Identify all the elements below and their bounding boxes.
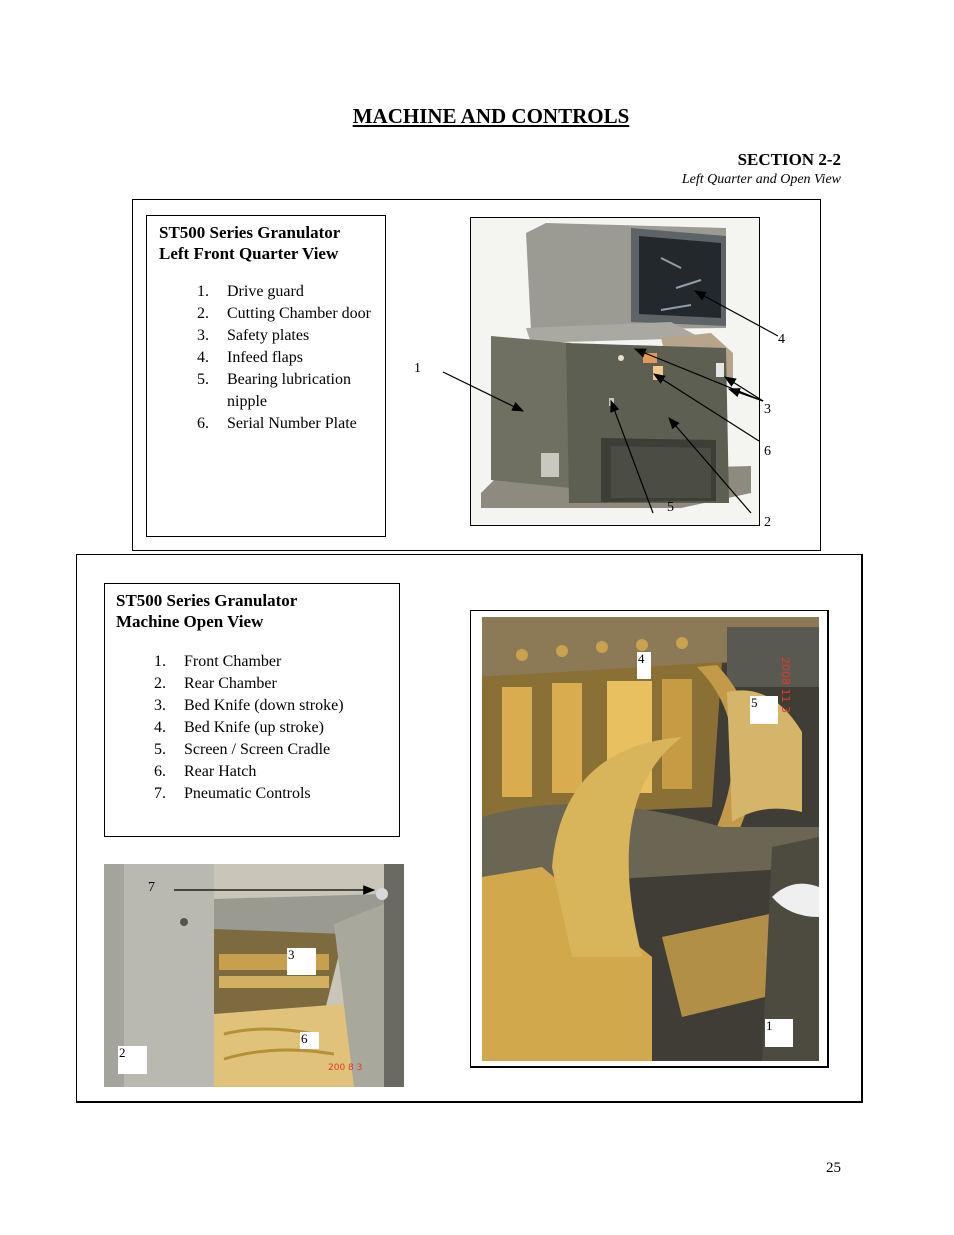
callout-1-tag: 1	[765, 1019, 793, 1047]
list-item: 2. Rear Chamber	[154, 675, 277, 692]
quarter-view-arrows	[133, 200, 822, 552]
open-view-heading-line1: ST500 Series Granulator	[116, 591, 298, 610]
open-chamber-photo	[470, 610, 829, 1068]
callout-5-tag: 5	[750, 696, 778, 724]
arrow-safety-plate-a	[635, 349, 763, 401]
list-item: 7. Pneumatic Controls	[154, 785, 311, 802]
arrow-serial-plate	[654, 374, 759, 441]
list-item: 4. Infeed flaps	[197, 349, 303, 366]
arrow-infeed-flaps	[695, 291, 778, 336]
arrow-drive-guard	[443, 372, 523, 411]
callout-2-tag: 2	[118, 1046, 147, 1074]
callout-6-tag: 6	[300, 1032, 319, 1049]
open-chamber-illustration	[482, 617, 819, 1061]
list-item: 2. Cutting Chamber door	[197, 305, 371, 322]
callout-1: 1	[414, 361, 421, 376]
list-item: 1. Drive guard	[197, 283, 304, 300]
list-item: 5. Bearing lubrication nipple	[197, 371, 351, 410]
callout-3: 3	[764, 402, 771, 417]
list-item: 3. Safety plates	[197, 327, 310, 344]
quarter-view-heading-line1: ST500 Series Granulator	[159, 223, 341, 242]
callout-6: 6	[764, 444, 771, 459]
callout-7: 7	[148, 880, 155, 895]
list-item: 5. Screen / Screen Cradle	[154, 741, 331, 758]
quarter-view-heading-line2: Left Front Quarter View	[159, 244, 339, 263]
list-item: 6. Serial Number Plate	[197, 415, 357, 432]
page-title: MACHINE AND CONTROLS	[352, 104, 630, 128]
svg-text:200 8 3: 200 8 3	[328, 1063, 363, 1073]
list-item: 1. Front Chamber	[154, 653, 282, 670]
open-view-heading-line2: Machine Open View	[116, 612, 264, 631]
page-number: 25	[826, 1160, 841, 1176]
callout-4: 4	[778, 332, 785, 347]
callout-5: 5	[667, 500, 674, 515]
list-item: 6. Rear Hatch	[154, 763, 257, 780]
svg-text:2008 11 3: 2008 11 3	[779, 657, 792, 713]
callout-3-tag: 3	[287, 948, 316, 975]
arrow-chamber-door	[669, 418, 751, 513]
arrow-lube-nipple	[611, 401, 653, 513]
open-view-panel	[76, 554, 863, 1103]
section-subtitle: Left Quarter and Open View	[681, 172, 841, 187]
list-item: 4. Bed Knife (up stroke)	[154, 719, 324, 736]
quarter-view-panel	[132, 199, 821, 551]
callout-2: 2	[764, 515, 771, 530]
list-item: 3. Bed Knife (down stroke)	[154, 697, 344, 714]
callout-4-tag: 4	[637, 652, 651, 679]
section-number: SECTION 2-2	[737, 150, 841, 169]
